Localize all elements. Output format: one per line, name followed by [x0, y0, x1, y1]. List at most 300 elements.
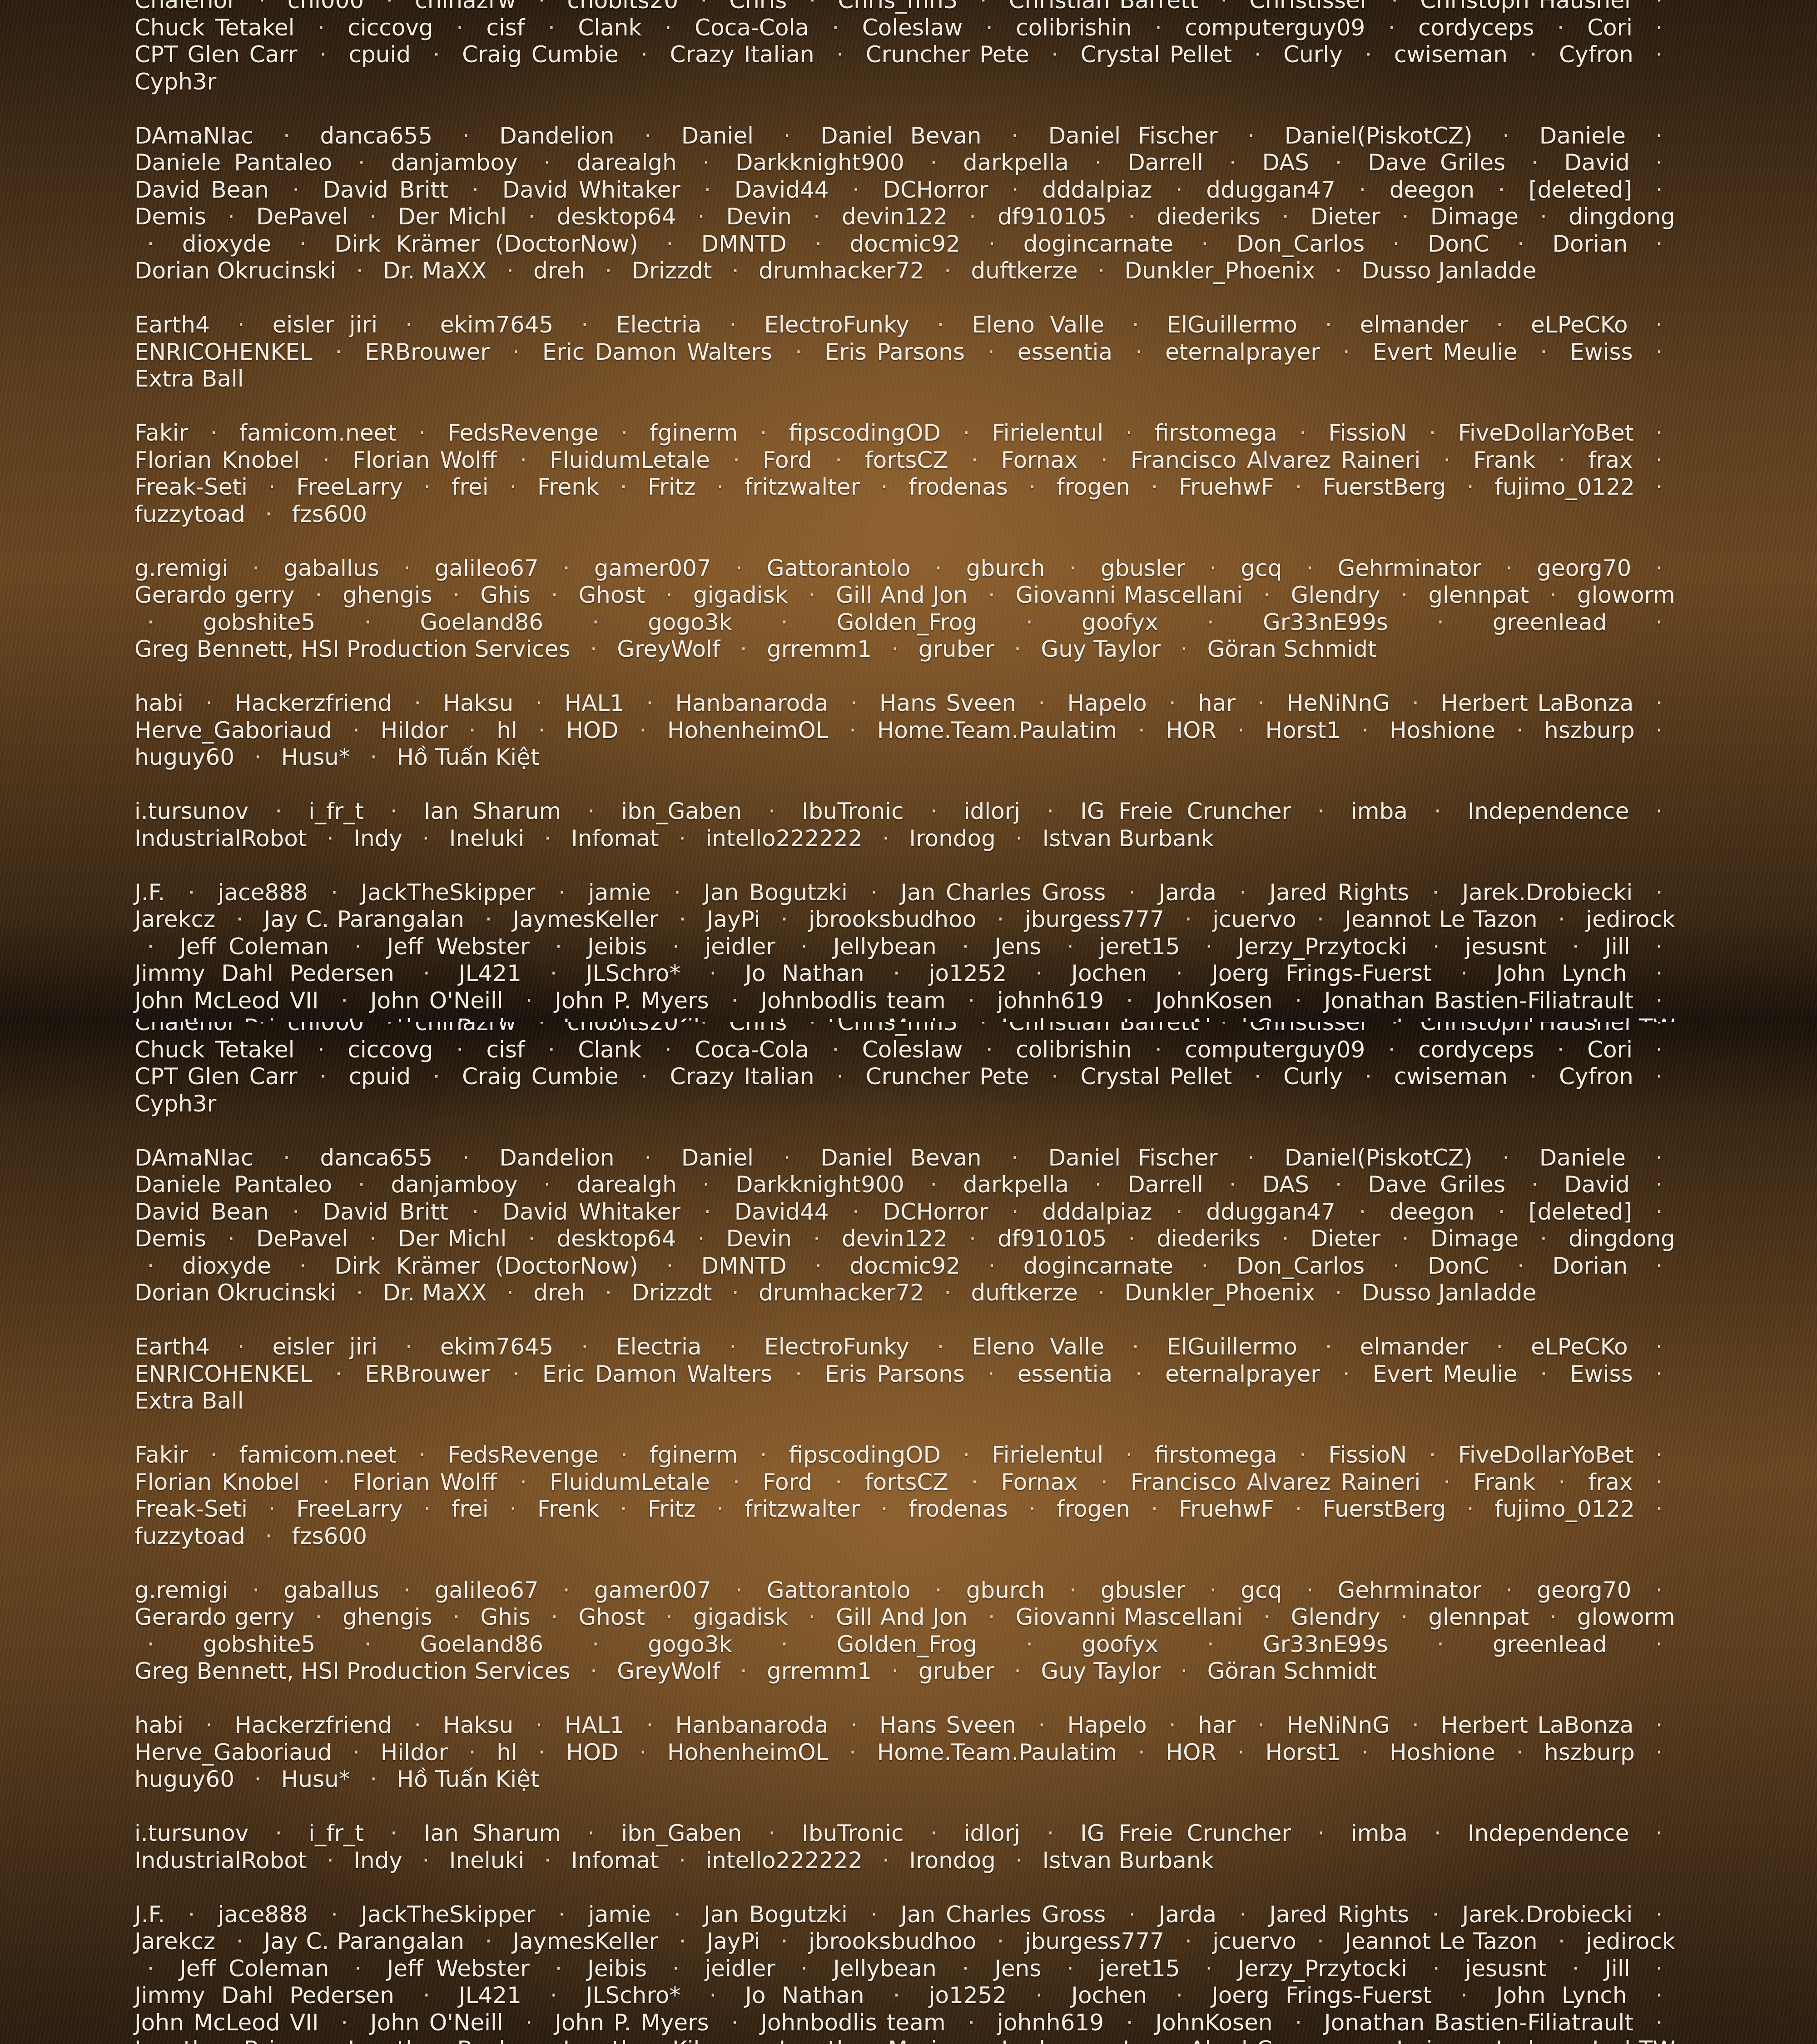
credit-name: Jared Rights — [1269, 1901, 1409, 1928]
separator-dot: · — [223, 906, 256, 933]
credit-name: johnh619 — [997, 987, 1104, 1014]
separator-dot: · — [1054, 933, 1087, 960]
separator-dot: · — [450, 1145, 482, 1171]
credit-name: jo1252 — [929, 1982, 1007, 2009]
separator-dot: · — [975, 582, 1008, 608]
credit-name: Dunkler_Phoenix — [1125, 1280, 1315, 1306]
separator-dot: · — [690, 149, 722, 176]
credit-name: Darrell — [1127, 149, 1203, 176]
separator-dot: · — [507, 1469, 540, 1495]
separator-dot: · — [1235, 1145, 1267, 1171]
separator-dot: · — [193, 690, 225, 716]
credit-name: DMNTD — [701, 231, 787, 257]
credit-name: Hackerzfriend — [234, 1712, 392, 1738]
credit-name: JL421 — [459, 1982, 521, 2009]
separator-dot: · — [1168, 636, 1200, 662]
separator-dot: · — [1189, 231, 1221, 257]
credit-name: Ineluki — [449, 1847, 525, 1874]
separator-dot: · — [1490, 123, 1522, 149]
credit-name: gcq — [1241, 555, 1282, 581]
separator-dot: · — [1034, 1820, 1067, 1846]
separator-dot: · — [1643, 1063, 1675, 1090]
separator-dot: · — [1305, 1928, 1337, 1955]
credit-name: har — [1198, 690, 1236, 716]
separator-dot: · — [967, 0, 999, 14]
separator-dot: · — [410, 960, 442, 987]
credit-name: chi000 — [288, 1022, 364, 1036]
separator-dot: · — [704, 474, 736, 500]
credit-name: FedsRevenge — [447, 420, 598, 446]
separator-dot: · — [1208, 0, 1240, 14]
separator-dot: · — [280, 1199, 312, 1225]
separator-dot: · — [1116, 1225, 1148, 1252]
credit-name: Florian Wolff — [352, 1469, 497, 1495]
credit-name: JayPi — [707, 1928, 760, 1955]
credit-name: DAmaNIac — [134, 123, 253, 149]
separator-dot: · — [1116, 203, 1148, 230]
credit-name: fginerm — [650, 1442, 738, 1468]
separator-dot: · — [1235, 123, 1267, 149]
separator-dot: · — [1013, 609, 1046, 635]
credit-name: Goeland86 — [420, 609, 543, 635]
credit-name: Daniel(PiskotCZ) — [1285, 123, 1473, 149]
separator-dot: · — [256, 474, 288, 500]
separator-dot: · — [1643, 933, 1675, 960]
credit-name: hszburp — [1544, 717, 1635, 744]
separator-dot: · — [840, 1199, 872, 1225]
separator-dot: · — [175, 879, 208, 906]
credit-name: fortsCZ — [865, 447, 948, 473]
credit-name: Joerg Frings-Fuerst — [1211, 960, 1432, 987]
separator-dot: · — [838, 1712, 870, 1738]
separator-dot: · — [193, 1712, 225, 1738]
separator-dot: · — [1424, 1631, 1456, 1657]
credit-name: IbuTronic — [802, 1820, 904, 1846]
credit-name: fritzwalter — [745, 1496, 860, 1522]
credit-name: Jeibis — [587, 933, 647, 960]
credit-name: Daniele Pantaleo — [134, 1171, 332, 1198]
credit-name: DCHorror — [883, 177, 988, 203]
credit-name: Christisser — [1249, 0, 1369, 14]
credit-name: cordyceps — [1418, 1037, 1534, 1063]
separator-dot: · — [653, 1604, 685, 1630]
separator-dot: · — [459, 1199, 491, 1225]
credit-name: Curly — [1283, 41, 1343, 68]
credit-name: JaymesKeller — [513, 1928, 659, 1955]
separator-dot: · — [1493, 555, 1525, 581]
separator-dot: · — [406, 1442, 438, 1468]
separator-dot: · — [1003, 825, 1035, 852]
credit-name: Gerardo gerry — [134, 1604, 294, 1630]
separator-dot: · — [537, 960, 570, 987]
separator-dot: · — [1454, 474, 1486, 500]
credit-name: Chris_mn3 — [838, 0, 958, 14]
credit-name: Demis — [134, 203, 206, 230]
separator-dot: · — [1227, 879, 1259, 906]
separator-dot: · — [1643, 1442, 1675, 1468]
credit-name: Electria — [616, 1334, 701, 1360]
separator-dot: · — [513, 2009, 545, 2036]
credit-name: chobits20 — [567, 1022, 678, 1036]
separator-dot: · — [1142, 15, 1175, 41]
credit-name: Clank — [578, 15, 641, 41]
separator-dot: · — [535, 15, 567, 41]
separator-dot: · — [253, 1523, 285, 1549]
separator-dot: · — [343, 1280, 376, 1306]
credit-name: cisf — [486, 15, 525, 41]
separator-dot: · — [950, 1442, 983, 1468]
separator-dot: · — [768, 1631, 800, 1657]
credit-name: gaballus — [283, 1577, 379, 1603]
credit-name: Ford — [763, 447, 812, 473]
credit-name: Evert Meulie — [1373, 1361, 1518, 1387]
credit-name: JLSchro* — [586, 1982, 681, 2009]
credit-name: essentia — [1018, 1361, 1112, 1387]
separator-dot: · — [1349, 1739, 1381, 1766]
credit-name: famicom.neet — [239, 420, 397, 446]
separator-dot: · — [634, 1712, 666, 1738]
credit-name: Göran Schmidt — [1207, 1658, 1377, 1684]
credit-name: fginerm — [650, 420, 738, 446]
credit-name: Jan Bogutzki — [704, 879, 848, 906]
separator-dot: · — [1119, 1334, 1152, 1360]
separator-dot: · — [999, 177, 1031, 203]
separator-dot: · — [242, 744, 274, 770]
separator-dot: · — [628, 1063, 660, 1090]
separator-dot: · — [1057, 1577, 1089, 1603]
separator-dot: · — [1251, 1604, 1283, 1630]
credit-name: ghengis — [343, 1604, 432, 1630]
credit-name: DCHorror — [883, 1199, 988, 1225]
credit-name: frodenas — [908, 1496, 1008, 1522]
credit-name: Gattorantolo — [767, 1577, 911, 1603]
separator-dot: · — [1026, 690, 1058, 716]
separator-dot: · — [999, 123, 1031, 149]
separator-dot: · — [246, 0, 278, 14]
separator-dot: · — [918, 149, 950, 176]
credit-name: darealgh — [576, 1171, 677, 1198]
separator-dot: · — [654, 1253, 686, 1279]
credit-name: JayPi — [707, 906, 760, 933]
separator-dot: · — [550, 555, 582, 581]
credit-name: Hildor — [381, 717, 448, 744]
credit-name: Dirk Krämer (DoctorNow) — [334, 231, 638, 257]
separator-dot: · — [526, 1022, 558, 1036]
credit-name: Francisco Alvarez Raineri — [1131, 447, 1420, 473]
credit-name: hl — [496, 1739, 517, 1766]
separator-dot: · — [1643, 1955, 1675, 1982]
separator-dot: · — [1123, 1361, 1155, 1387]
credit-name: John Lynch — [1496, 1982, 1627, 2009]
credit-name: Fornax — [1001, 447, 1078, 473]
separator-dot: · — [719, 258, 751, 284]
credit-name: Dr. MaXX — [383, 258, 487, 284]
separator-dot: · — [1490, 1145, 1522, 1171]
separator-dot: · — [542, 933, 575, 960]
credit-name: gigadisk — [693, 1604, 788, 1630]
credit-name: georg70 — [1537, 1577, 1631, 1603]
separator-dot: · — [497, 1496, 529, 1522]
credit-name: jburgess777 — [1025, 1928, 1164, 1955]
credit-name: Jimmy Dahl Pedersen — [134, 1982, 394, 2009]
separator-dot: · — [1088, 447, 1120, 473]
separator-dot: · — [660, 933, 692, 960]
separator-dot: · — [1484, 312, 1516, 338]
credit-name: Dieter — [1311, 1225, 1380, 1252]
separator-dot: · — [1034, 798, 1067, 824]
separator-dot: · — [1537, 1604, 1569, 1630]
separator-dot: · — [1189, 1253, 1221, 1279]
separator-dot: · — [246, 1022, 278, 1036]
separator-dot: · — [697, 1982, 729, 2009]
separator-dot: · — [801, 203, 833, 230]
separator-dot: · — [402, 690, 434, 716]
credit-name: Dieter — [1311, 203, 1380, 230]
separator-dot: · — [999, 1199, 1031, 1225]
separator-dot: · — [1227, 1901, 1259, 1928]
credit-name: eternalprayer — [1165, 339, 1320, 365]
separator-dot: · — [550, 1577, 582, 1603]
separator-dot: · — [456, 717, 488, 744]
separator-dot: · — [1643, 420, 1675, 446]
credit-name: Curly — [1283, 1063, 1343, 1090]
credit-name: Christian Barrett — [1009, 1022, 1199, 1036]
credit-name: Eric Damon Walters — [542, 339, 772, 365]
separator-dot: · — [507, 447, 540, 473]
separator-dot: · — [1312, 1334, 1345, 1360]
credit-name: Extra Ball — [134, 1388, 244, 1414]
separator-dot: · — [323, 1361, 355, 1387]
credit-name: Christian Barrett — [1009, 0, 1199, 14]
separator-dot: · — [880, 960, 913, 987]
separator-dot: · — [175, 1901, 208, 1928]
separator-dot: · — [801, 1225, 833, 1252]
credit-name: Earth4 — [134, 312, 210, 338]
credit-name: Dandelion — [499, 1145, 614, 1171]
credit-name: DAmaNIac — [134, 1145, 253, 1171]
separator-dot: · — [1643, 41, 1675, 68]
credit-name: gloworm — [1577, 582, 1675, 608]
separator-dot: · — [472, 1928, 505, 1955]
credit-name: jbrooksbudhoo — [809, 906, 976, 933]
separator-dot: · — [287, 231, 319, 257]
credit-name: frogen — [1057, 474, 1130, 500]
credit-name: Crystal Pellet — [1081, 41, 1232, 68]
credit-name: i_fr_t — [308, 798, 364, 824]
separator-dot: · — [1322, 1171, 1355, 1198]
separator-dot: · — [802, 231, 834, 257]
credit-name: Dandelion — [499, 123, 614, 149]
credit-name: fuzzytoad — [134, 1523, 245, 1549]
credit-name: JLSchro* — [586, 960, 681, 987]
credit-name: Ian Sharum — [424, 798, 561, 824]
credit-name: idlorj — [964, 1820, 1021, 1846]
credit-name: HAL1 — [565, 690, 624, 716]
separator-dot: · — [661, 879, 693, 906]
credit-name: Daniel Fischer — [1048, 1145, 1218, 1171]
credit-name: Fakir — [134, 420, 188, 446]
separator-dot: · — [314, 825, 346, 852]
credit-name: Fakir — [134, 1442, 188, 1468]
credit-name: Don_Carlos — [1236, 1253, 1365, 1279]
separator-dot: · — [1448, 960, 1480, 987]
separator-dot: · — [666, 825, 699, 852]
separator-dot: · — [310, 447, 343, 473]
separator-dot: · — [1349, 717, 1381, 744]
credit-name: Jonathan Bastien-Filiatrault — [1324, 987, 1633, 1014]
credit-name: John McLeod VII — [134, 987, 319, 1014]
separator-dot: · — [661, 1901, 693, 1928]
separator-dot: · — [305, 15, 338, 41]
credit-name: fipscodingOD — [789, 420, 941, 446]
separator-dot: · — [410, 1847, 442, 1874]
credit-name: Jimmy Dahl Pedersen — [134, 960, 394, 987]
separator-dot: · — [1193, 1955, 1225, 1982]
credit-name: David Whitaker — [502, 177, 680, 203]
credit-name: gamer007 — [594, 1577, 711, 1603]
separator-dot: · — [569, 312, 601, 338]
credit-name: Darrell — [1127, 1171, 1203, 1198]
credit-name: eLPeCKo — [1531, 1334, 1628, 1360]
credit-name: darealgh — [576, 149, 677, 176]
separator-dot: · — [342, 1955, 374, 1982]
separator-dot: · — [391, 1577, 423, 1603]
credit-name: ElGuillermo — [1167, 1334, 1297, 1360]
separator-dot: · — [328, 987, 361, 1014]
credit-name: gruber — [918, 636, 994, 662]
credit-name: Hanbanaroda — [675, 1712, 828, 1738]
credit-name: Goeland86 — [420, 1631, 543, 1657]
separator-dot: · — [802, 1253, 834, 1279]
credit-name: FiveDollarYoBet — [1458, 420, 1634, 446]
credit-name: Fornax — [1001, 1469, 1078, 1495]
credit-name: FissioN — [1328, 420, 1407, 446]
credit-name: Christisser — [1249, 1022, 1369, 1036]
credit-name: Hans Sveen — [879, 690, 1016, 716]
separator-dot: · — [1643, 1253, 1675, 1279]
credit-name: Jarek.Drobiecki — [1462, 879, 1633, 906]
credit-name: drumhacker72 — [759, 258, 924, 284]
separator-dot: · — [1057, 555, 1089, 581]
separator-dot: · — [1245, 1712, 1277, 1738]
separator-dot: · — [1643, 339, 1675, 365]
credit-name: dogincarnate — [1023, 1253, 1173, 1279]
separator-dot: · — [1172, 906, 1205, 933]
separator-dot: · — [531, 825, 564, 852]
credit-name: Jarda — [1159, 1901, 1216, 1928]
separator-dot: · — [225, 312, 257, 338]
credit-name: Dorian Okrucinski — [134, 258, 336, 284]
credit-name: GreyWolf — [617, 636, 720, 662]
separator-dot: · — [1119, 312, 1152, 338]
credit-name: habi — [134, 690, 184, 716]
credit-name: jeret15 — [1099, 933, 1180, 960]
separator-dot: · — [652, 15, 684, 41]
separator-dot: · — [870, 1847, 902, 1874]
credit-name: J.F. — [134, 879, 165, 906]
credit-name: Golden_Frog — [837, 609, 977, 635]
credit-name: g.remigi — [134, 1577, 228, 1603]
separator-dot: · — [932, 1280, 964, 1306]
separator-dot: · — [393, 1334, 425, 1360]
separator-dot: · — [1113, 2009, 1146, 2036]
credit-name: dreh — [533, 258, 585, 284]
credit-name: CPT Glen Carr — [134, 41, 298, 68]
separator-dot: · — [1225, 717, 1257, 744]
separator-dot: · — [1216, 1171, 1249, 1198]
separator-dot: · — [1023, 960, 1055, 987]
separator-dot: · — [1352, 1063, 1385, 1090]
credit-name: Frank — [1473, 447, 1535, 473]
credit-name: Don_Carlos — [1236, 231, 1365, 257]
separator-dot: · — [357, 744, 390, 770]
separator-dot: · — [1431, 447, 1463, 473]
credit-name: Guy Taylor — [1041, 636, 1160, 662]
credit-name: Cyfron — [1559, 1063, 1633, 1090]
credit-name: Dave Griles — [1368, 149, 1505, 176]
credit-name: Crazy Italian — [670, 1063, 814, 1090]
separator-dot: · — [440, 582, 472, 608]
separator-dot: · — [1431, 1469, 1463, 1495]
credit-name: Firielentul — [992, 1442, 1103, 1468]
credit-name: Indy — [353, 1847, 402, 1874]
credit-name: duftkerze — [971, 258, 1078, 284]
separator-dot: · — [569, 1334, 601, 1360]
separator-dot: · — [420, 1063, 452, 1090]
credit-name: Eric Damon Walters — [542, 1361, 772, 1387]
credit-name: fujimo_0122 — [1494, 1496, 1635, 1522]
separator-dot: · — [1193, 933, 1225, 960]
separator-dot: · — [1643, 1334, 1675, 1360]
credit-name: intello222222 — [705, 825, 862, 852]
credit-name: Irondog — [909, 825, 996, 852]
separator-dot: · — [1163, 1982, 1196, 2009]
credit-name: docmic92 — [850, 231, 961, 257]
credit-name: devin122 — [842, 203, 948, 230]
separator-dot: · — [949, 1955, 982, 1982]
credit-name: FiveDollarYoBet — [1458, 1442, 1634, 1468]
credit-name: Crystal Pellet — [1081, 1063, 1232, 1090]
credit-name: Daniel — [681, 123, 754, 149]
credit-name: Jochen — [1071, 1982, 1147, 2009]
separator-dot: · — [1352, 41, 1385, 68]
separator-dot: · — [1643, 1631, 1675, 1657]
separator-dot: · — [819, 1037, 852, 1063]
credit-name: Ewiss — [1570, 339, 1633, 365]
separator-dot: · — [456, 1739, 488, 1766]
credit-name: FuerstBerg — [1323, 1496, 1446, 1522]
credit-name: Cori — [1587, 1037, 1633, 1063]
credit-name: jamie — [588, 1901, 651, 1928]
credit-name: Hồ Tuấn Kiệt — [397, 1766, 540, 1792]
separator-dot: · — [1388, 1604, 1420, 1630]
credit-name: essentia — [1018, 339, 1112, 365]
separator-dot: · — [690, 1171, 722, 1198]
credit-name: Hapelo — [1067, 1712, 1147, 1738]
separator-dot: · — [1287, 1442, 1319, 1468]
separator-dot: · — [1519, 149, 1551, 176]
separator-dot: · — [373, 0, 406, 14]
separator-dot: · — [1245, 690, 1277, 716]
separator-dot: · — [1346, 177, 1379, 203]
credit-name: Glendry — [1291, 1604, 1380, 1630]
credit-name: Jeannot Le Tazon — [1345, 906, 1537, 933]
separator-dot: · — [607, 1496, 640, 1522]
separator-dot: · — [1388, 582, 1420, 608]
credit-name: dioxyde — [182, 231, 271, 257]
separator-dot: · — [1305, 1820, 1337, 1846]
credit-name: Istvan Burbank — [1043, 825, 1214, 852]
